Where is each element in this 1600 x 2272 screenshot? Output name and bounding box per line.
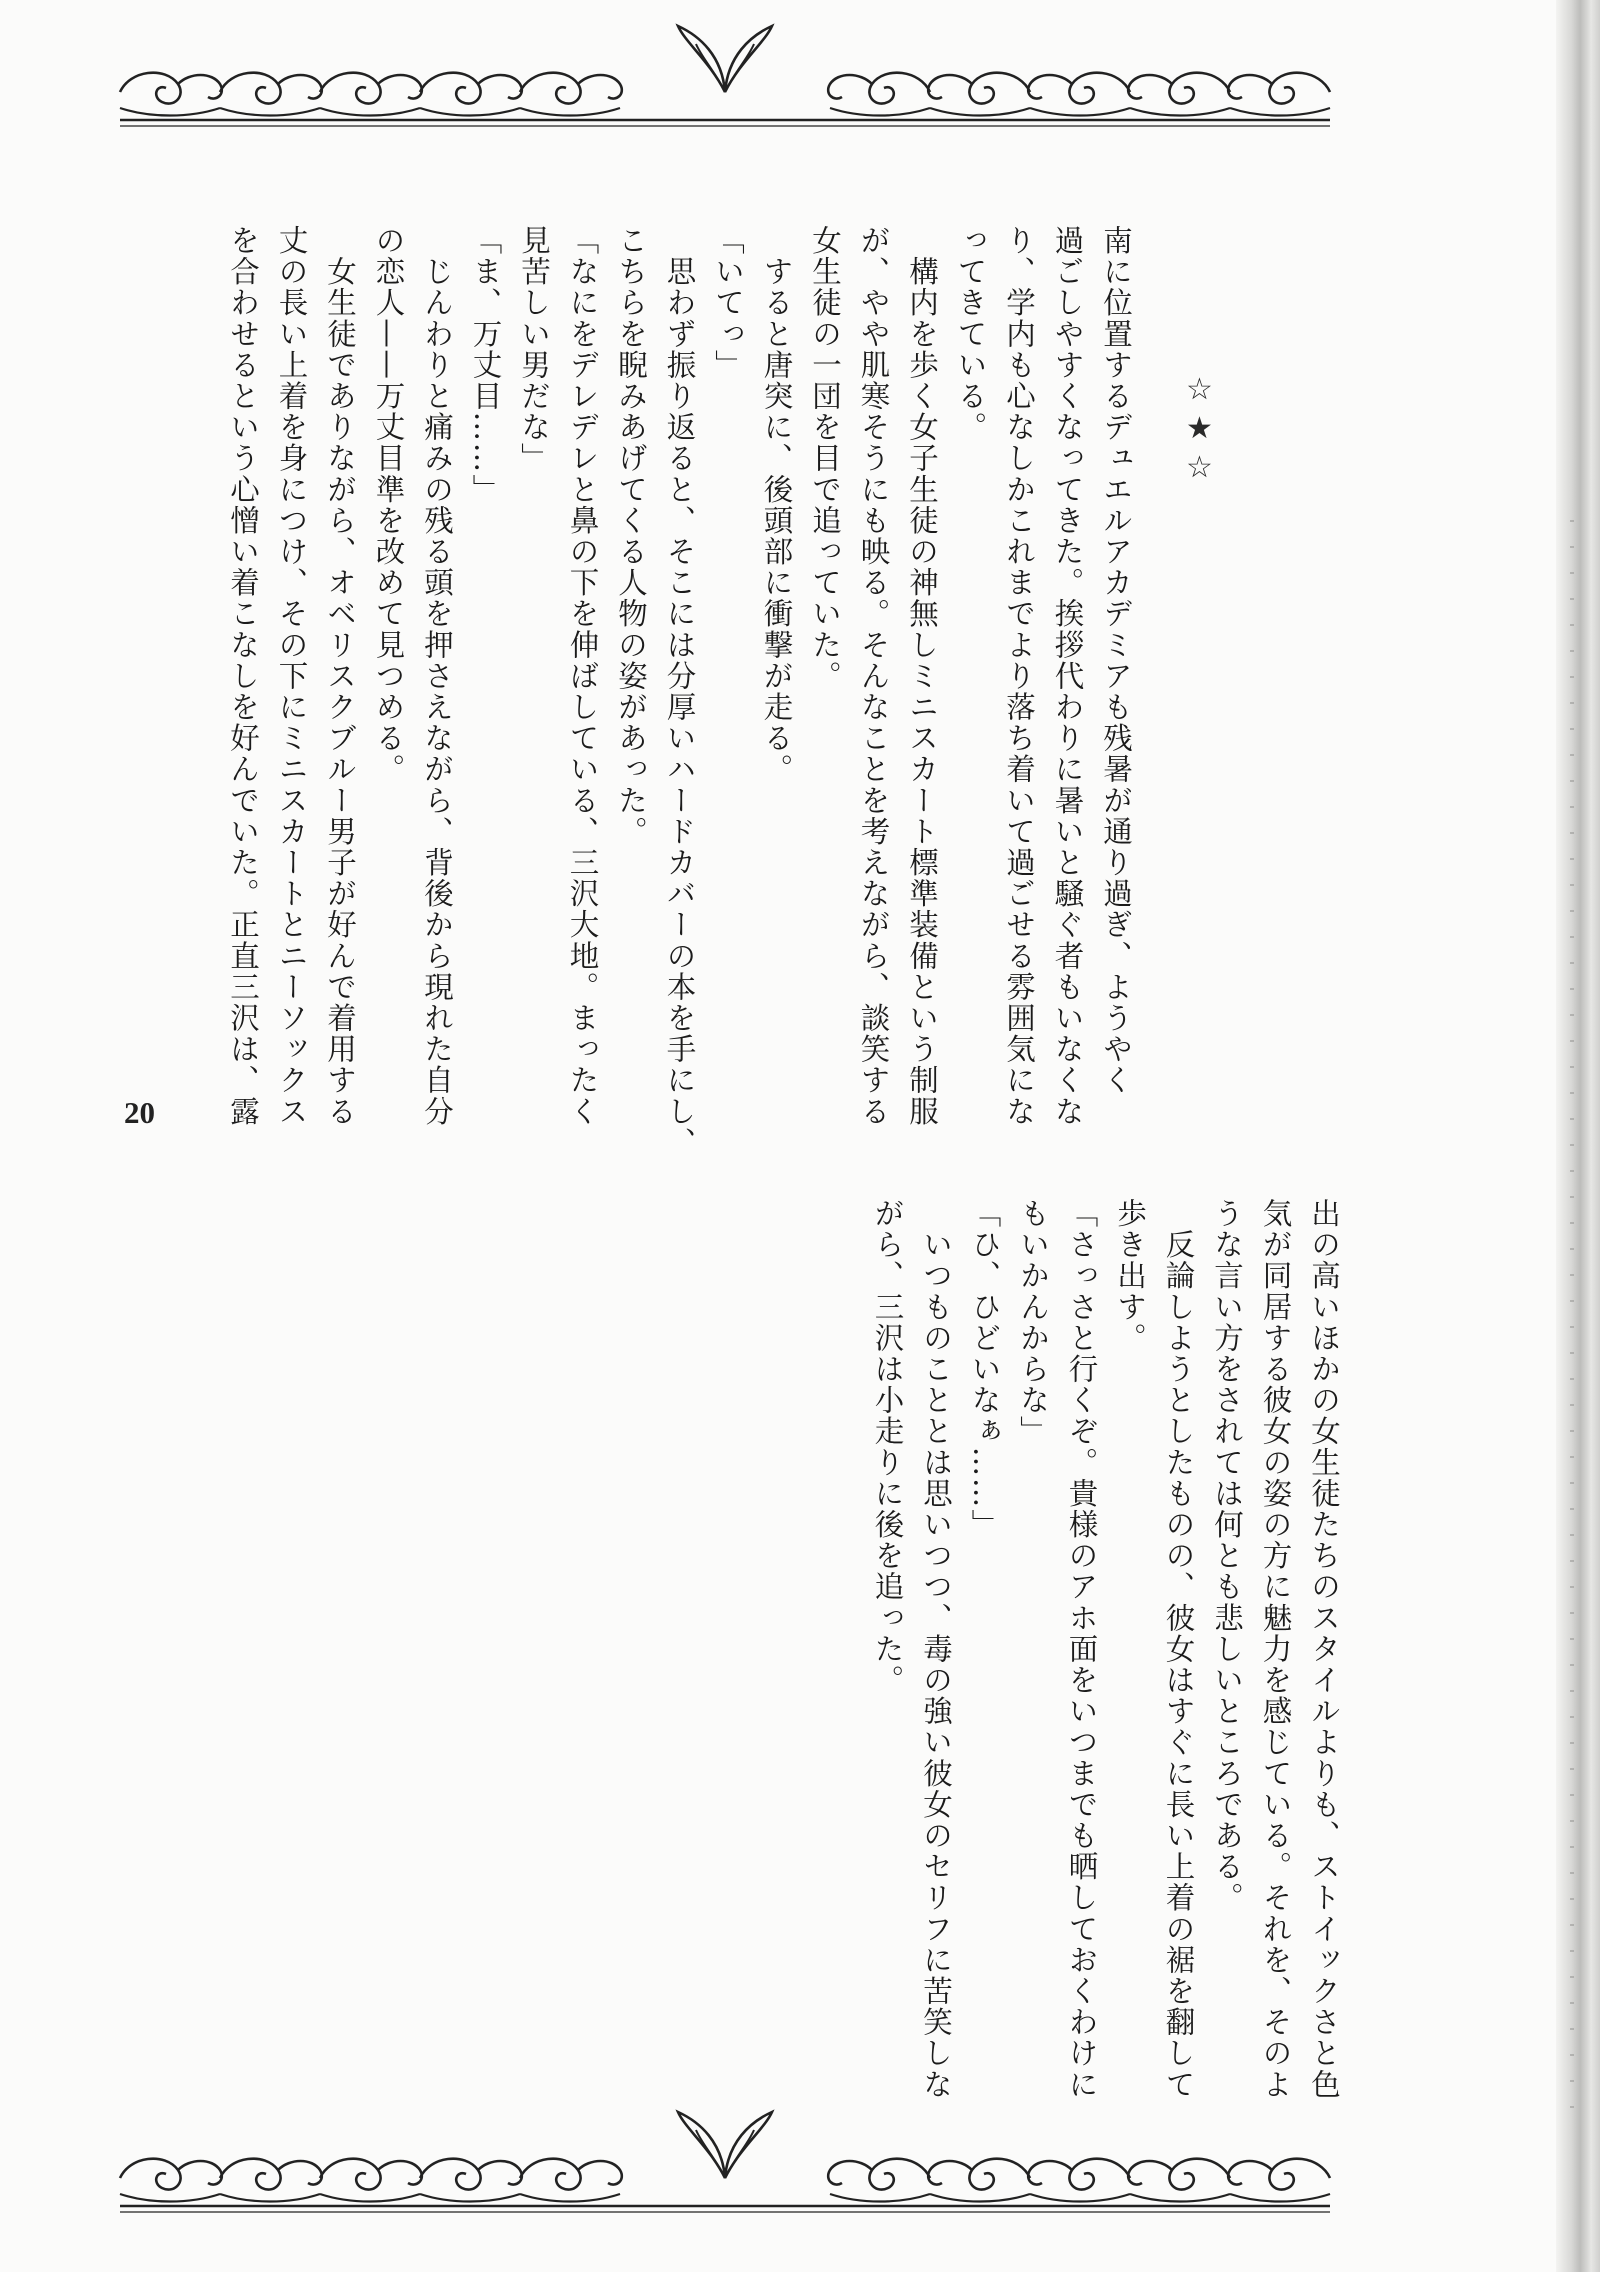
text-line: 南に位置するデュエルアカデミアも残暑が通り過ぎ、ようやく <box>1099 225 1133 1096</box>
page-number: 20 <box>124 1095 155 1130</box>
text-line: 「いてっ」 <box>711 225 745 381</box>
text-line: り、学内も心なしかこれまでより落ち着いて過ごせる雰囲気にな <box>1002 225 1036 1127</box>
text-line: 気が同居する彼女の姿の方に魅力を感じている。それを、そのよ <box>1258 1198 1293 2100</box>
text-line: を合わせるという心憎い着こなしを好んでいた。正直三沢は、露 <box>226 225 260 1127</box>
top-ornamental-border <box>110 22 1340 132</box>
text-line: こちらを睨みあげてくる人物の姿があった。 <box>614 225 648 847</box>
text-line: 「さっさと行くぞ。貴様のアホ面をいつまでも晒しておくわけに <box>1064 1198 1099 2100</box>
text-line: いつものこととは思いつつ、毒の強い彼女のセリフに苦笑しな <box>919 1198 953 2100</box>
text-line: 丈の長い上着を身につけ、その下にミニスカートとニーソックス <box>274 225 309 1127</box>
text-line: がら、三沢は小走りに後を追った。 <box>870 1198 905 1696</box>
text-line: 見苦しい男だな」 <box>517 225 551 474</box>
text-line: じんわりと痛みの残る頭を押さえながら、背後から現れた自分 <box>420 225 454 1127</box>
text-line: すると唐突に、後頭部に衝撃が走る。 <box>759 225 794 785</box>
text-line: 「ひ、ひどいなぁ……」 <box>967 1198 1002 1541</box>
text-line: 女生徒の一団を目で追っていた。 <box>808 225 842 692</box>
lower-text-block <box>863 1198 1348 2100</box>
text-line: 女生徒でありながら、オベリスクブルー男子が好んで着用する <box>323 225 357 1127</box>
text-line: ってきている。 <box>953 225 988 443</box>
text-line: 反論しようとしたものの、彼女はすぐに長い上着の裾を翻して <box>1161 1198 1196 2100</box>
text-line: 思わず振り返ると、そこには分厚いハードカバーの本を手にし、 <box>662 225 697 1158</box>
text-line: 出の高いほかの女生徒たちのスタイルよりも、ストイックさと色 <box>1307 1198 1341 2100</box>
text-line: 「なにをデレデレと鼻の下を伸ばしている、三沢大地。まったく <box>565 225 600 1127</box>
upper-text-block <box>219 225 1141 1158</box>
section-break-stars: ☆★☆ <box>1182 372 1217 489</box>
text-line: が、やや肌寒そうにも映る。そんなことを考えながら、談笑する <box>856 225 891 1127</box>
text-line: 構内を歩く女子生徒の神無しミニスカート標準装備という制服 <box>905 225 939 1127</box>
text-line: もいかんからな」 <box>1016 1198 1050 1447</box>
text-line: 過ごしやすくなってきた。挨拶代わりに暑いと騒ぐ者もいなくな <box>1050 225 1085 1127</box>
book-binding-edge <box>1556 0 1600 2272</box>
text-line: の恋人——万丈目準を改めて見つめる。 <box>371 225 406 785</box>
text-line: 歩き出す。 <box>1113 1198 1147 1354</box>
text-line: 「ま、万丈目……」 <box>468 225 503 505</box>
bottom-ornamental-border <box>110 2108 1340 2218</box>
text-line: うな言い方をされては何とも悲しいところである。 <box>1210 1198 1244 1914</box>
